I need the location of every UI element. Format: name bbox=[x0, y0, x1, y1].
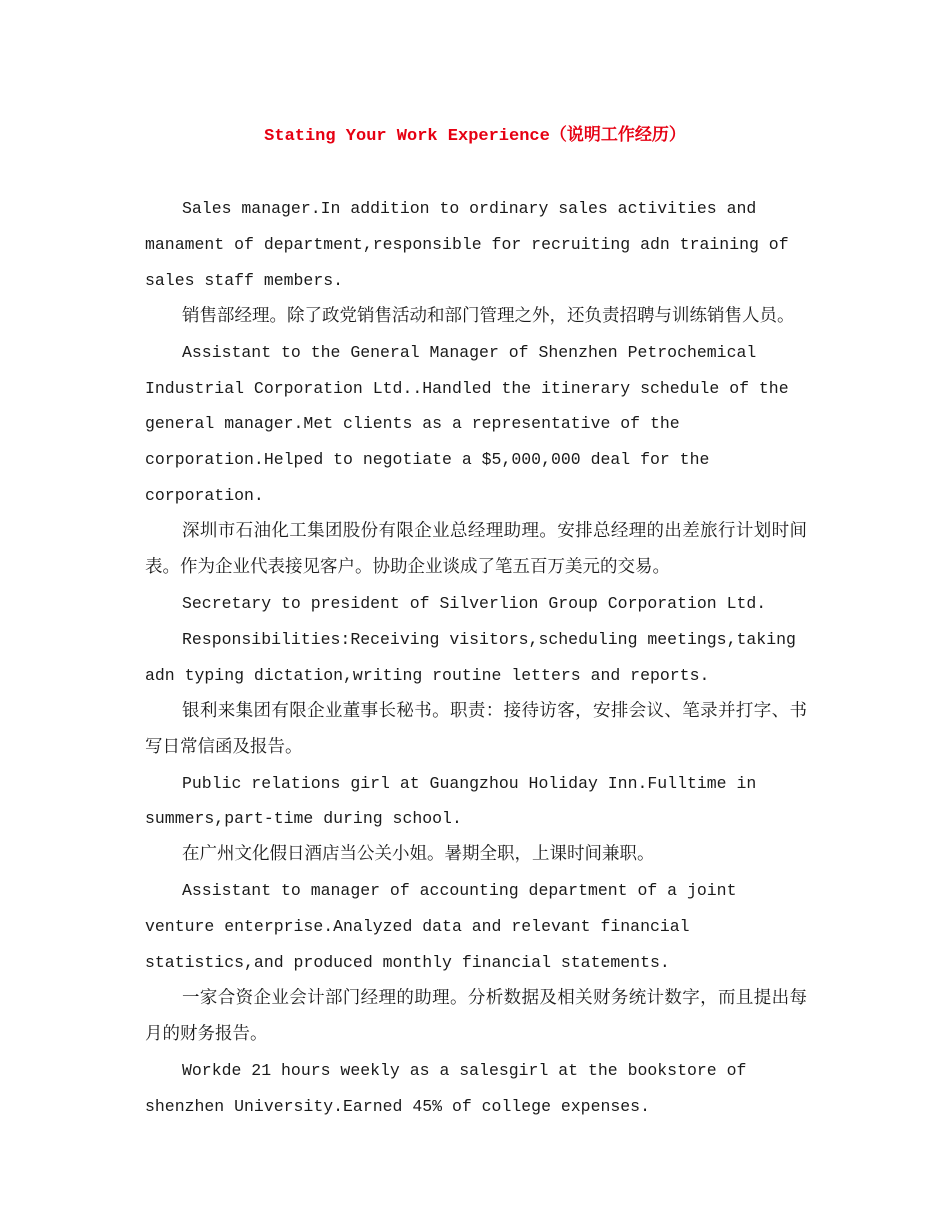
paragraph-salesgirl-en: Workde 21 hours weekly as a salesgirl at the bookstore of shenzhen University.Earned 45% of college expenses. bbox=[145, 1060, 747, 1116]
paragraph-responsibilities-en: Responsibilities:Receiving visitors,scheduling meetings,taking adn typing dictation,writing routine letters and reports. bbox=[145, 629, 796, 685]
paragraph-public-relations-zh: 在广州文化假日酒店当公关小姐。暑期全职，上课时间兼职。 bbox=[182, 844, 655, 865]
paragraph-public-relations-en: Public relations girl at Guangzhou Holiday Inn.Fulltime in summers,part-time during school. bbox=[145, 773, 757, 829]
document-body bbox=[145, 191, 807, 1125]
paragraph-assistant-gm-en: Assistant to the General Manager of Shenzhen Petrochemical Industrial Corporation Ltd..Handled the itinerary schedule of the general manager.Met clients as a representative of the corporation.Helped to negotiate a $5,000,000 deal for the corporation. bbox=[145, 342, 789, 506]
document-title: Stating Your Work Experience（说明工作经历） bbox=[264, 127, 686, 146]
paragraph-secretary-en: Secretary to president of Silverlion Group Corporation Ltd. bbox=[182, 593, 767, 613]
paragraph-sales-manager-zh: 销售部经理。除了政党销售活动和部门管理之外，还负责招聘与训练销售人员。 bbox=[182, 305, 795, 326]
paragraph-sales-manager-en: Sales manager.In addition to ordinary sales activities and manament of department,responsible for recruiting adn training of sales staff members. bbox=[145, 199, 789, 290]
paragraph-assistant-gm-zh: 深圳市石油化工集团股份有限企业总经理助理。安排总经理的出差旅行计划时间表。作为企业代表接见客户。协助企业谈成了笔五百万美元的交易。 bbox=[145, 521, 807, 578]
paragraph-accounting-assistant-zh: 一家合资企业会计部门经理的助理。分析数据及相关财务统计数字，而且提出每月的财务报告。 bbox=[145, 987, 807, 1044]
paragraph-accounting-assistant-en: Assistant to manager of accounting department of a joint venture enterprise.Analyzed data and relevant financial statistics,and produced monthly financial statements. bbox=[145, 881, 737, 973]
paragraph-secretary-zh: 银利来集团有限企业董事长秘书。职责：接待访客，安排会议、笔录并打字、书写日常信函及报告。 bbox=[145, 700, 807, 757]
